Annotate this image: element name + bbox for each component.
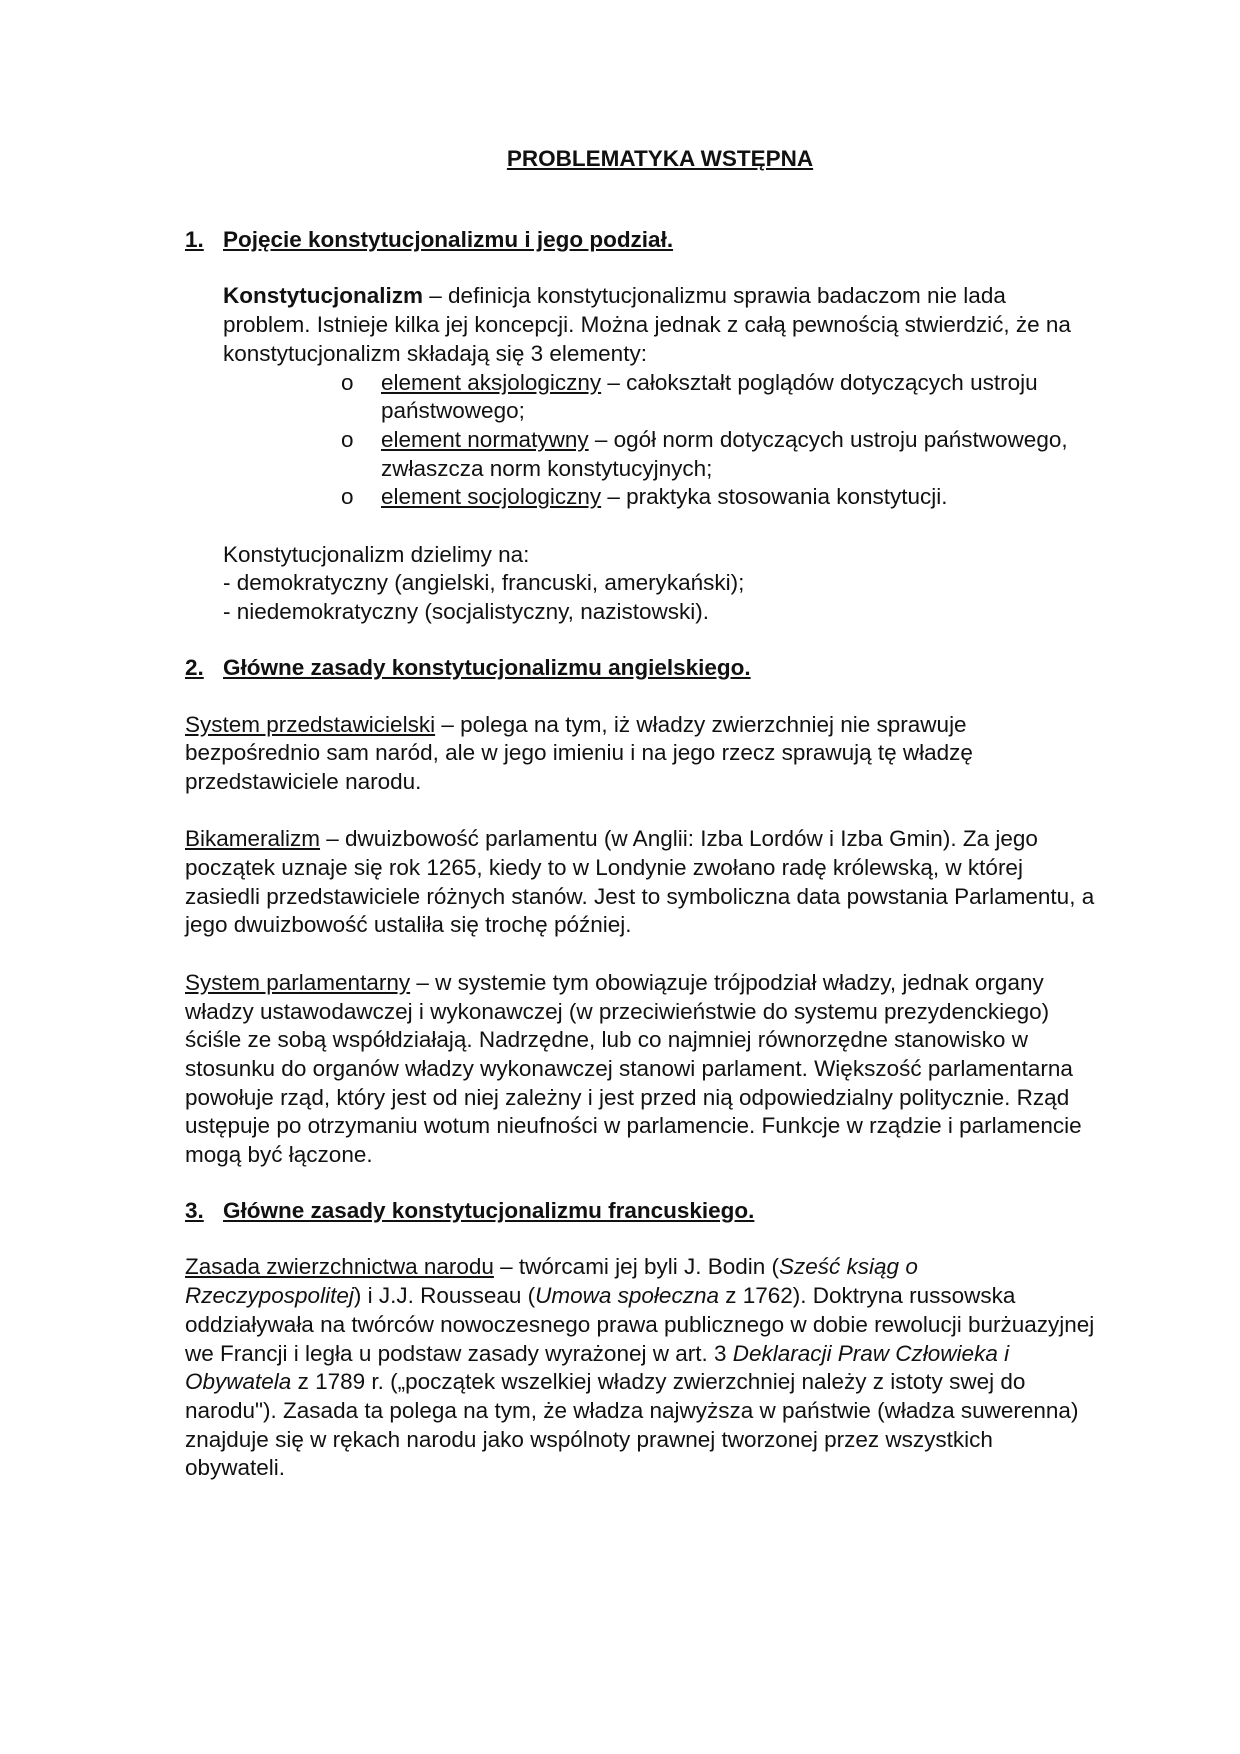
list-item-term: element normatywny — [381, 426, 589, 452]
paragraph-text: – polega na tym, iż władzy zwierzchniej nie sprawuje bezpośrednio sam naród, ale w jego imieniu i na jego rzecz sprawują tę władzę przedstawiciele narodu. — [185, 711, 973, 794]
paragraph-text: z 1762). Doktryna russowska oddziaływała na twórców nowoczesnego prawa publicznego w dobie rewolucji burżuazyjnej we Francji i legła u podstaw zasady wyrażonej w art. 3 — [185, 1283, 1095, 1366]
list-item — [341, 369, 1095, 426]
bullet-marker: o — [341, 369, 354, 395]
section-heading-2 — [185, 654, 1095, 683]
section-1-body — [185, 282, 1095, 626]
definition-paragraph — [223, 282, 1095, 368]
paragraph-term: Bikameralizm — [185, 826, 321, 852]
list-item-term: element socjologiczny — [381, 484, 602, 510]
paragraph-national-sovereignty — [185, 1253, 1095, 1483]
spacer — [185, 940, 1095, 969]
division-item: - niedemokratyczny (socjalistyczny, nazistowski). — [223, 599, 709, 625]
book-title: Deklaracji Praw Człowieka i Obywatela — [185, 1340, 1010, 1395]
division-intro: Konstytucjonalizm dzielimy na: — [223, 541, 530, 567]
list-item — [341, 483, 1095, 512]
paragraph-text: – dwuizbowość parlamentu (w Anglii: Izba Lordów i Izba Gmin). Za jego początek uznaje się rok 1265, kiedy to w Londynie zwołano radę królewską, w której zasiedli przedstawiciele różnych stanów. Jest to symboliczna data powstania Parlamentu, a jego dwuizbowość ustaliła się trochę później. — [185, 826, 1095, 938]
list-item-text: – ogół norm dotyczących ustroju państwowego, zwłaszcza norm konstytucyjnych; — [381, 426, 1068, 481]
book-title: Umowa społeczna — [535, 1283, 719, 1309]
section-number: 2. — [185, 654, 204, 680]
section-title: Główne zasady konstytucjonalizmu angielskiego. — [223, 654, 751, 680]
division-item: - demokratyczny (angielski, francuski, amerykański); — [223, 570, 745, 596]
elements-list — [223, 369, 1095, 513]
paragraph-term: Zasada zwierzchnictwa narodu — [185, 1254, 494, 1280]
section-number: 3. — [185, 1197, 204, 1223]
section-title: Pojęcie konstytucjonalizmu i jego podział. — [223, 226, 674, 252]
paragraph-text: ) i J.J. Rousseau ( — [353, 1283, 536, 1309]
section-number: 1. — [185, 226, 204, 252]
definition-text: – definicja konstytucjonalizmu sprawia badaczom nie lada problem. Istnieje kilka jej koncepcji. Można jednak z całą pewnością stwierdzić, że na konstytucjonalizm składają się 3 elementy: — [223, 283, 1071, 366]
list-item — [341, 426, 1095, 483]
paragraph-bicameralism — [185, 825, 1095, 940]
paragraph-text: – twórcami jej byli J. Bodin ( — [493, 1254, 780, 1280]
paragraph-text: z 1789 r. („początek wszelkiej władzy zwierzchniej należy z istoty swej do narodu"). Zasada ta polega na tym, że władza najwyższa w państwie (władza suwerenna) znajduje się w rękach narodu jako wspólnoty prawnej tworzonej przez wszystkich obywateli. — [185, 1369, 1079, 1481]
definition-term: Konstytucjonalizm — [223, 283, 424, 309]
bullet-marker: o — [341, 484, 354, 510]
list-item-text: – praktyka stosowania konstytucji. — [601, 484, 948, 510]
paragraph-parliamentary-system — [185, 969, 1095, 1170]
section-title: Główne zasady konstytucjonalizmu francuskiego. — [223, 1197, 755, 1223]
bullet-marker: o — [341, 426, 354, 452]
document-body — [185, 145, 1095, 1483]
paragraph-text: – w systemie tym obowiązuje trójpodział władzy, jednak organy władzy ustawodawczej i wykonawczej (w przeciwieństwie do systemu prezydenckiego) ściśle ze sobą współdziałają. Nadrzędne, lub co najmniej równorzędne stanowisko w stosunku do organów władzy wykonawczej stanowi parlament. Większość parlamentarna powołuje rząd, który jest od niej zależny i jest przed nią odpowiedzialny politycznie. Rząd ustępuje po otrzymaniu wotum nieufności w parlamencie. Funkcje w rządzie i parlamencie mogą być łączone. — [185, 969, 1082, 1168]
page-title: PROBLEMATYKA WSTĘPNA — [506, 146, 814, 171]
book-title: Sześć ksiąg o Rzeczypospolitej — [185, 1254, 918, 1309]
paragraph-representative-system — [185, 711, 1095, 797]
section-heading-1 — [185, 226, 1095, 255]
spacer — [185, 797, 1095, 826]
paragraph-term: System przedstawicielski — [185, 711, 436, 737]
section-heading-3 — [185, 1197, 1095, 1226]
paragraph-term: System parlamentarny — [185, 969, 411, 995]
spacer — [223, 512, 1095, 541]
list-item-term: element aksjologiczny — [381, 369, 602, 395]
list-item-text: – całokształt poglądów dotyczących ustroju państwowego; — [381, 369, 1038, 424]
